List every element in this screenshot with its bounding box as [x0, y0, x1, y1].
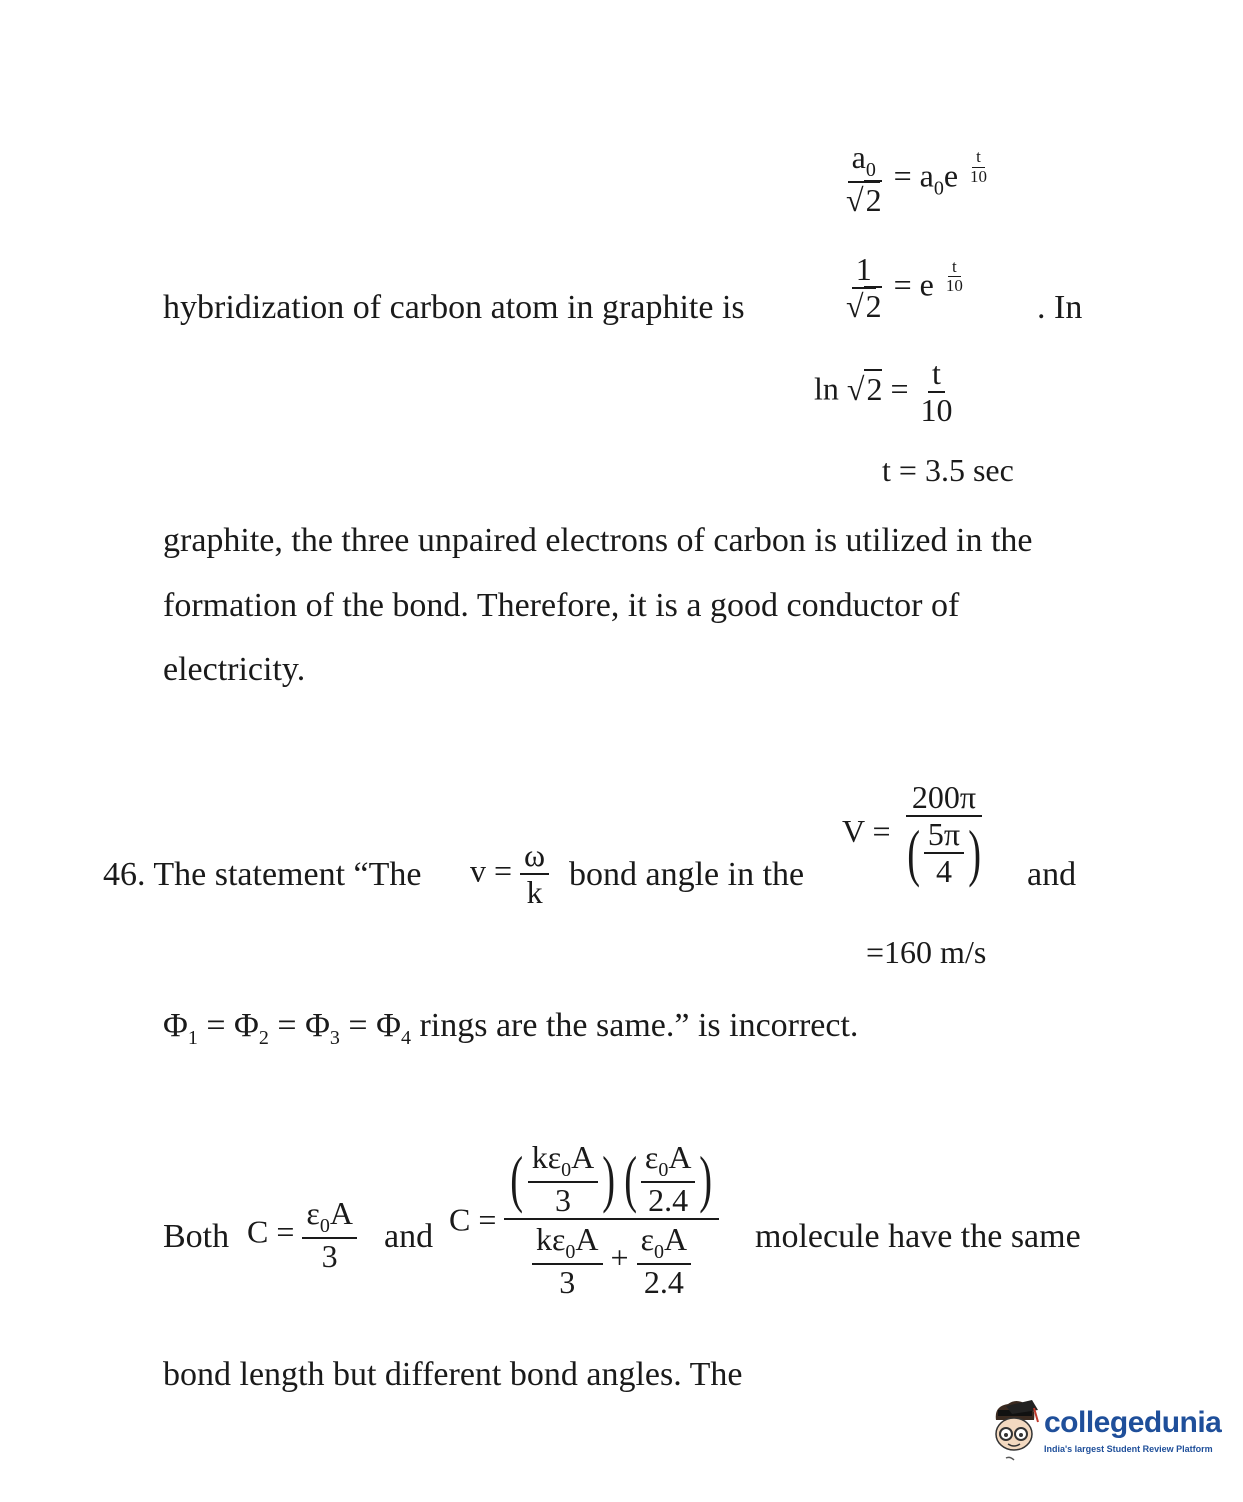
sqrt-symbol: √2	[846, 182, 882, 218]
equation-V-result: =160 m/s	[866, 934, 987, 970]
equation-4: t = 3.5 sec	[882, 452, 1014, 488]
paragraph-line: graphite, the three unpaired electrons of carbon is utilized in the	[163, 522, 1033, 559]
paragraph-line: formation of the bond. Therefore, it is a good conductor of	[163, 587, 960, 624]
paragraph-line: bond length but different bond angles. The	[163, 1356, 743, 1393]
question-46-start: 46. The statement “The	[103, 856, 422, 893]
text-and: and	[1027, 856, 1077, 893]
sqrt-symbol: √2	[846, 288, 882, 325]
text-both: Both	[163, 1218, 230, 1255]
text-hybridization: hybridization of carbon atom in graphite is	[163, 289, 745, 326]
exponent-fraction: $\frac{t}{10}$	[970, 147, 988, 187]
equation-1: $\frac{a_0}{√2}$ = $a_0e$ $\frac{t}{10}$	[842, 140, 991, 218]
equation-V: V = 200π ( $\frac{5\pi}{4}$ )	[842, 779, 982, 890]
fraction: $\frac{a_0}{√2}$	[846, 139, 882, 218]
text-and-2: and	[384, 1218, 434, 1255]
mascot-icon	[986, 1398, 1042, 1468]
equation-2: $\frac{1}{√2}$ = e $\frac{t}{10}$	[846, 251, 963, 325]
text-molecule: molecule have the same	[755, 1218, 1081, 1255]
logo-tagline: India's largest Student Review Platform	[1044, 1444, 1213, 1454]
equation-c2: C = ( $\frac{k\varepsilon_0A}{3}$ ) ( $\frac{\varepsilon_0A}{2.4}$ ) $\frac{k\varepsilon_0A}{3}$ + $\frac{\varepsilon_0A}{2.4}$	[449, 1140, 719, 1300]
paragraph-line: electricity.	[163, 651, 306, 688]
equation-c1: C = $\frac{\varepsilon_0A}{3}$	[247, 1196, 357, 1274]
logo-wordmark: collegedunia	[1044, 1406, 1222, 1439]
collegedunia-logo	[986, 1398, 1222, 1468]
equation-3: ln √2 = $\frac{t}{10}$	[814, 355, 953, 429]
text-in: . In	[1037, 289, 1083, 326]
equation-v-omega: v = $\frac{\omega}{k}$	[470, 838, 549, 910]
phi-line: $\Phi_1 = \Phi_2 = \Phi_3 = \Phi_4$ rings are the same.” is incorrect.	[163, 1007, 859, 1049]
text-bond-angle: bond angle in the	[569, 856, 805, 893]
